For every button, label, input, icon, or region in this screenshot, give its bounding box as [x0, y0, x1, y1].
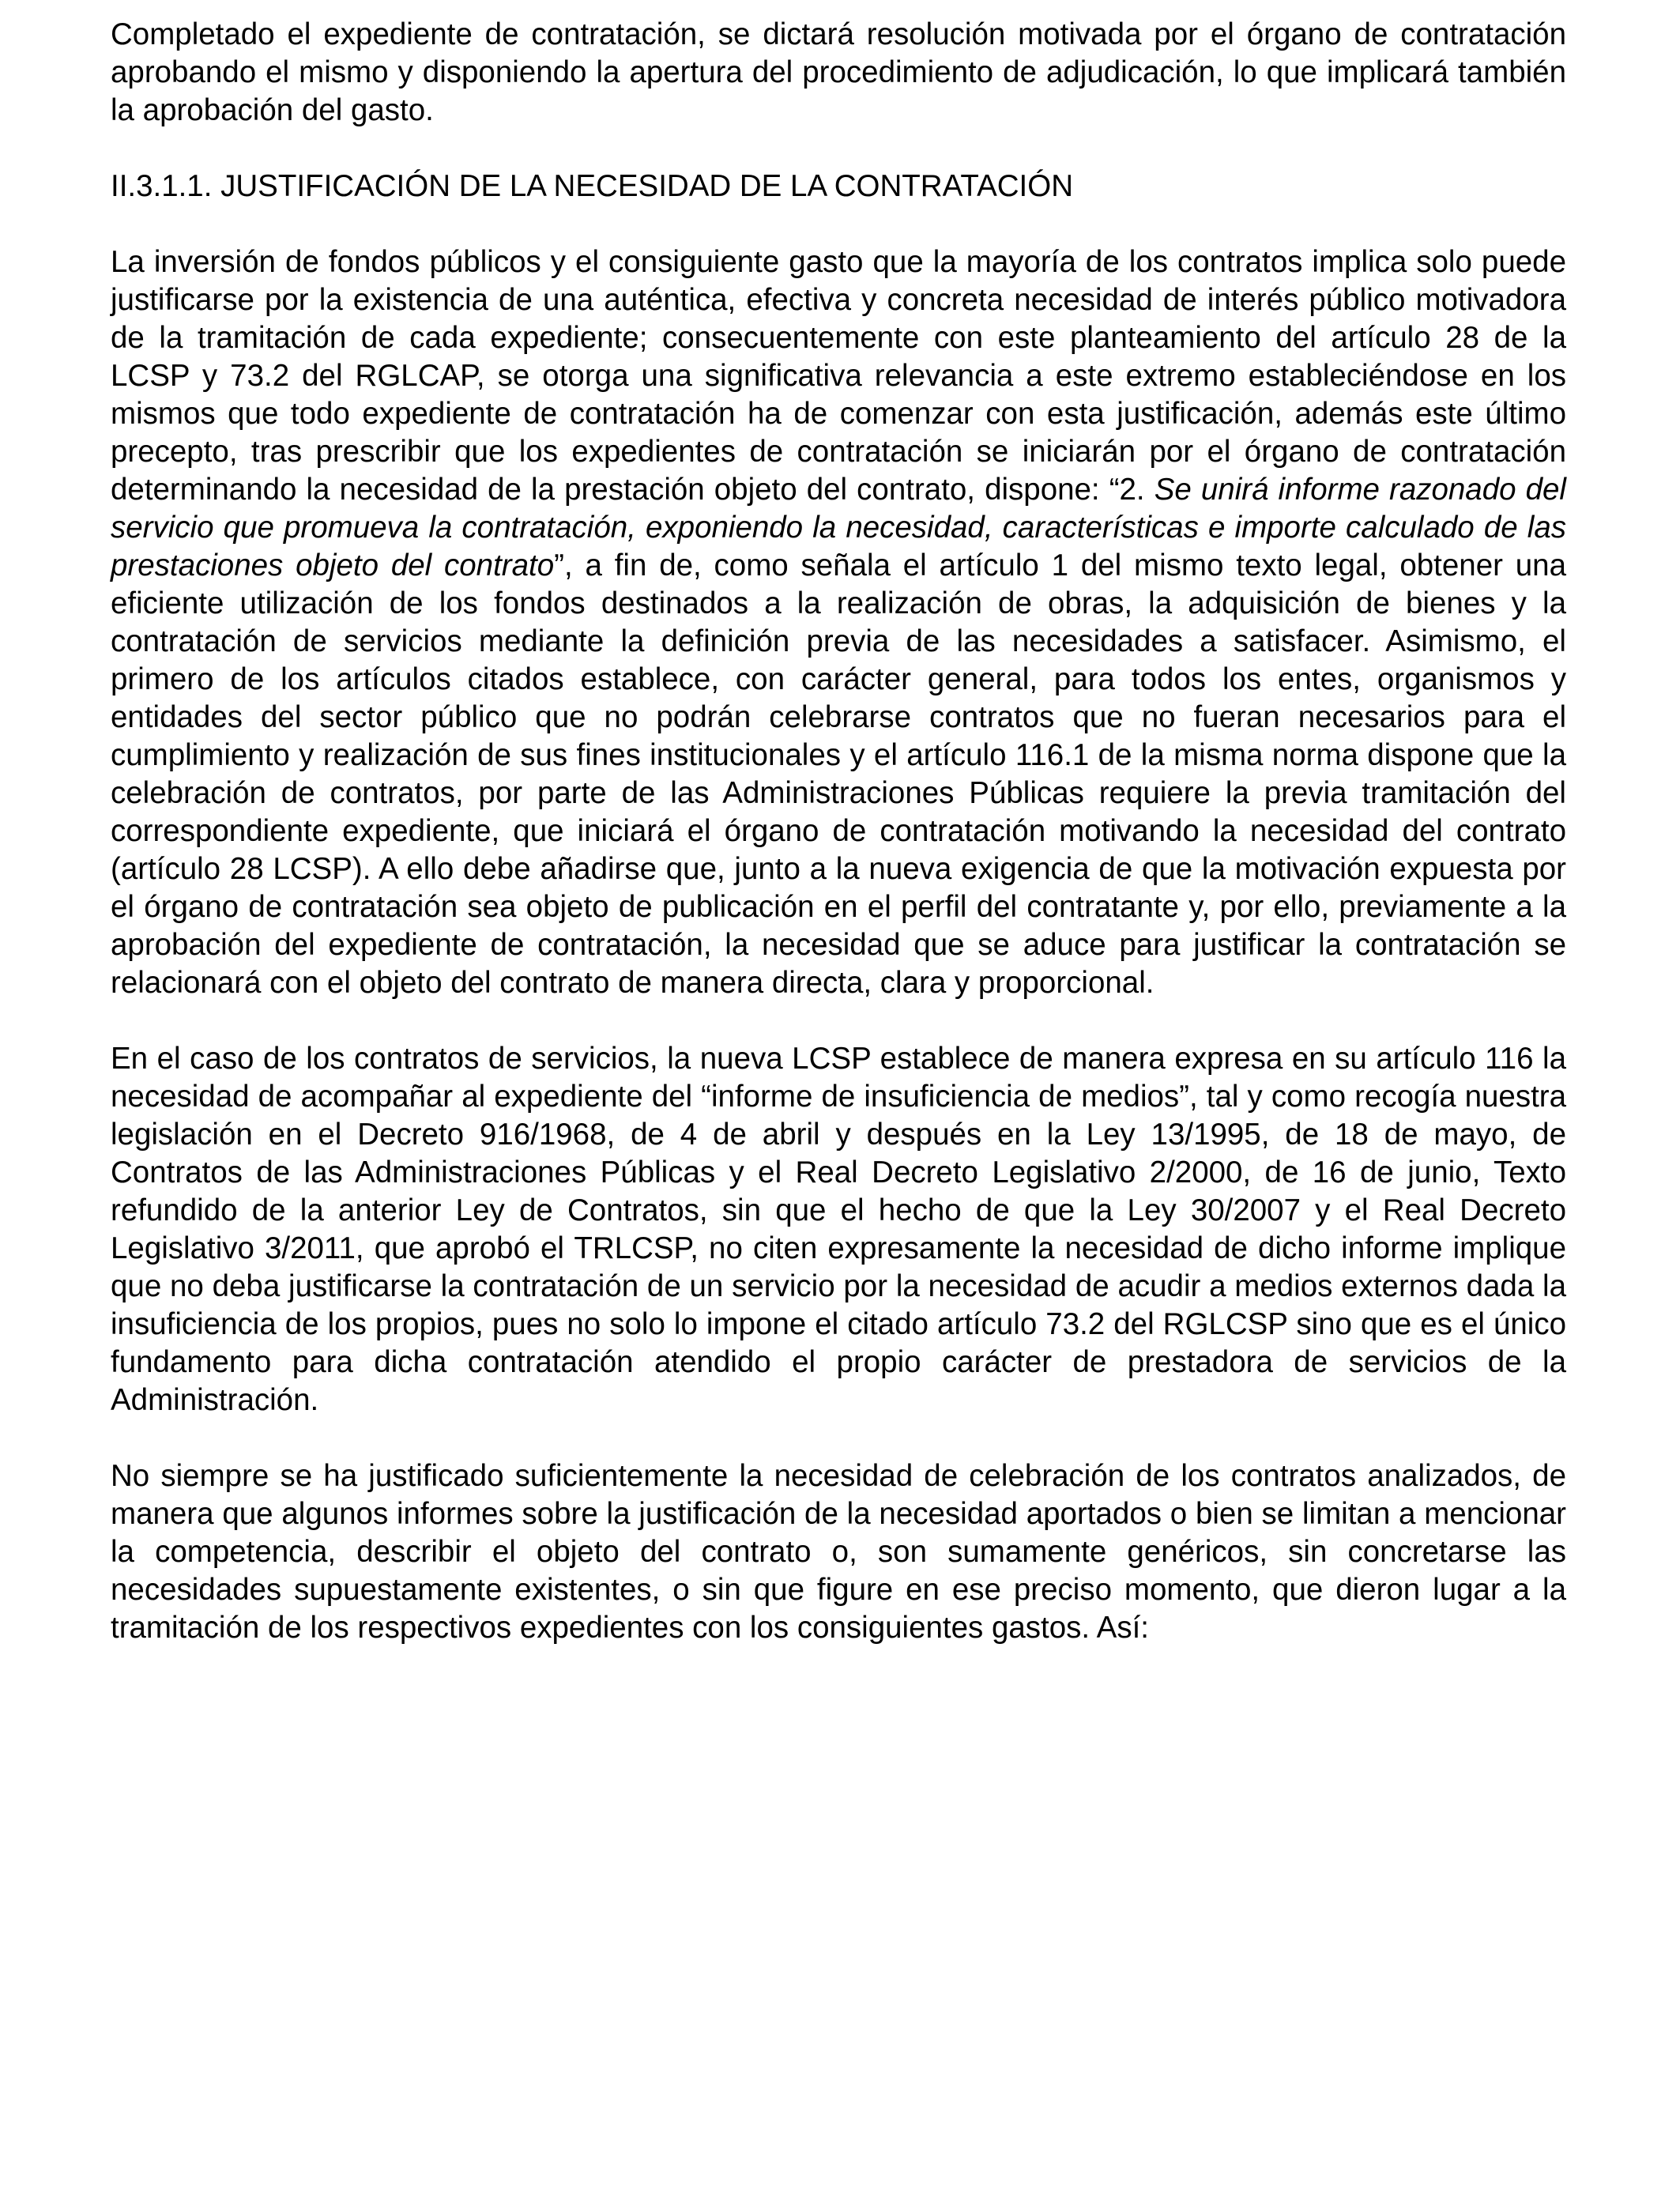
paragraph-justification-part-a: La inversión de fondos públicos y el consiguiente gasto que la mayoría de los contratos implica solo puede justificarse por la existencia de una auténtica, efectiva y concreta necesidad de interés público motivadora de la tramitación de cada expediente; consecuentemente con este planteamiento del artículo 28 de la LCSP y 73.2 del RGLCAP, se otorga una significativa relevancia a este extremo estableciéndose en los mismos que todo expediente de contratación ha de comenzar con esta justificación, además este último precepto, tras prescribir que los expedientes de contratación se iniciarán por el órgano de contratación determinando la necesidad de la prestación objeto del contrato, dispone: “2. — [111, 245, 1566, 507]
document-page — [111, 16, 1566, 1647]
paragraph-justification — [111, 243, 1566, 1002]
paragraph-findings: No siempre se ha justificado suficientemente la necesidad de celebración de los contratos analizados, de manera que algunos informes sobre la justificación de la necesidad aportados o bien se limitan a mencionar la competencia, describir el objeto del contrato o, son sumamente genéricos, sin concretarse las necesidades supuestamente existentes, o sin que figure en ese preciso momento, que dieron lugar a la tramitación de los respectivos expedientes con los consiguientes gastos. Así: — [111, 1459, 1566, 1645]
section-heading: II.3.1.1. JUSTIFICACIÓN DE LA NECESIDAD DE LA CONTRATACIÓN — [111, 169, 1073, 203]
spacer — [111, 205, 1566, 243]
spacer — [111, 130, 1566, 168]
spacer — [111, 1419, 1566, 1457]
paragraph-justification-part-b: ”, a fin de, como señala el artículo 1 del mismo texto legal, obtener una eficiente utilización de los fondos destinados a la realización de obras, la adquisición de bienes y la contratación de servicios mediante la definición previa de las necesidades a satisfacer. Asimismo, el primero de los artículos citados establece, con carácter general, para todos los entes, organismos y entidades del sector público que no podrán celebrarse contratos que no fueran necesarios para el cumplimiento y realización de sus fines institucionales y el artículo 116.1 de la misma norma dispone que la celebración de contratos, por parte de las Administraciones Públicas requiere la previa tramitación del correspondiente expediente, que iniciará el órgano de contratación motivando la necesidad del contrato (artículo 28 LCSP). A ello debe añadirse que, junto a la nueva exigencia de que la motivación expuesta por el órgano de contratación sea objeto de publicación en el perfil del contratante y, por ello, previamente a la aprobación del expediente de contratación, la necesidad que se aduce para justificar la contratación se relacionará con el objeto del contrato de manera directa, clara y proporcional. — [111, 548, 1566, 1000]
paragraph-services-contracts: En el caso de los contratos de servicios, la nueva LCSP establece de manera expresa en su artículo 116 la necesidad de acompañar al expediente del “informe de insuficiencia de medios”, tal y como recogía nuestra legislación en el Decreto 916/1968, de 4 de abril y después en la Ley 13/1995, de 18 de mayo, de Contratos de las Administraciones Públicas y el Real Decreto Legislativo 2/2000, de 16 de junio, Texto refundido de la anterior Ley de Contratos, sin que el hecho de que la Ley 30/2007 y el Real Decreto Legislativo 3/2011, que aprobó el TRLCSP, no citen expresamente la necesidad de dicho informe implique que no deba justificarse la contratación de un servicio por la necesidad de acudir a medios externos dada la insuficiencia de los propios, pues no solo lo impone el citado artículo 73.2 del RGLCSP sino que es el único fundamento para dicha contratación atendido el propio carácter de prestadora de servicios de la Administración. — [111, 1042, 1566, 1417]
quote-italic: Se unirá informe razonado del servicio que promueva la contratación, exponiendo la necesidad, características e importe calculado de las prestaciones objeto del contrato — [111, 473, 1566, 582]
paragraph-approval: Completado el expediente de contratación, se dictará resolución motivada por el órgano de contratación aprobando el mismo y disponiendo la apertura del procedimiento de adjudicación, lo que implicará también la aprobación del gasto. — [111, 17, 1566, 127]
spacer — [111, 1002, 1566, 1040]
